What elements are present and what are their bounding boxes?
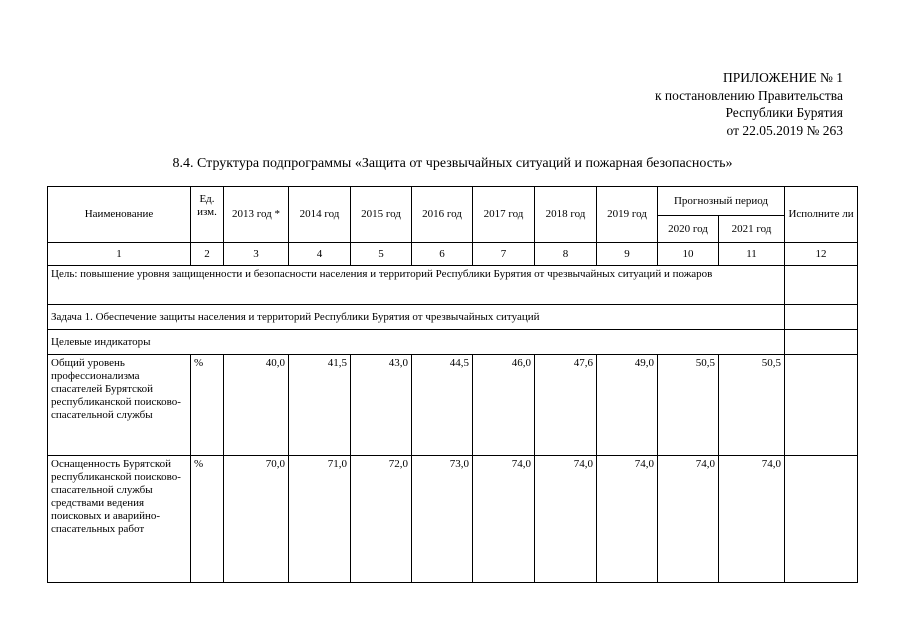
appendix-date: от 22.05.2019 № 263 <box>726 122 843 138</box>
goal-row <box>48 266 858 305</box>
value-2020: 50,5 <box>658 355 719 456</box>
value-2019: 49,0 <box>597 355 658 456</box>
value-2021: 74,0 <box>719 456 785 583</box>
value-2016: 44,5 <box>412 355 473 456</box>
value-2014: 71,0 <box>289 456 351 583</box>
appendix-resolution: к постановлению Правительства <box>654 87 843 103</box>
appendix-title: ПРИЛОЖЕНИЕ № 1 <box>722 70 843 85</box>
header-row <box>48 187 858 216</box>
value-2017: 74,0 <box>473 456 535 583</box>
header-2015: 2015 год <box>351 187 412 243</box>
value-2016: 73,0 <box>412 456 473 583</box>
header-2014: 2014 год <box>289 187 351 243</box>
indicator-unit: % <box>191 355 224 456</box>
goal-executor-cell <box>785 266 858 305</box>
column-number: 7 <box>473 243 535 266</box>
column-number: 1 <box>48 243 191 266</box>
table-row <box>48 355 858 456</box>
value-2014: 41,5 <box>289 355 351 456</box>
column-number: 10 <box>658 243 719 266</box>
value-2017: 46,0 <box>473 355 535 456</box>
task-executor-cell <box>785 305 858 330</box>
task-row <box>48 305 858 330</box>
header-2016: 2016 год <box>412 187 473 243</box>
executor-cell <box>785 355 858 456</box>
indicator-unit: % <box>191 456 224 583</box>
subprogram-structure-table <box>47 186 858 583</box>
indicators-row <box>48 330 858 355</box>
indicator-name: Оснащенность Бурятской республиканской поисково-спасательной службы средствами ведения поисковых и аварийно-спасательных работ <box>48 456 191 583</box>
executor-cell <box>785 456 858 583</box>
column-number: 8 <box>535 243 597 266</box>
indicators-executor-cell <box>785 330 858 355</box>
document-title: 8.4. Структура подпрограммы «Защита от чрезвычайных ситуаций и пожарная безопасность» <box>172 156 733 171</box>
value-2021: 50,5 <box>719 355 785 456</box>
header-2019: 2019 год <box>597 187 658 243</box>
value-2018: 47,6 <box>535 355 597 456</box>
column-number: 11 <box>719 243 785 266</box>
column-number: 3 <box>224 243 289 266</box>
column-number: 4 <box>289 243 351 266</box>
header-2018: 2018 год <box>535 187 597 243</box>
header-name: Наименование <box>48 187 191 243</box>
value-2018: 74,0 <box>535 456 597 583</box>
header-2020: 2020 год <box>658 216 719 243</box>
table-row <box>48 456 858 583</box>
header-unit: Ед. изм. <box>191 187 224 243</box>
column-number: 5 <box>351 243 412 266</box>
column-number: 9 <box>597 243 658 266</box>
value-2015: 43,0 <box>351 355 412 456</box>
column-number: 12 <box>785 243 858 266</box>
column-number: 6 <box>412 243 473 266</box>
header-2013: 2013 год * <box>224 187 289 243</box>
appendix-header <box>655 69 843 139</box>
task-text: Задача 1. Обеспечение защиты населения и территорий Республики Бурятия от чрезвычайных ситуаций <box>48 305 785 330</box>
indicators-label: Целевые индикаторы <box>48 330 785 355</box>
header-executors: Исполните ли <box>785 187 858 243</box>
goal-text: Цель: повышение уровня защищенности и безопасности населения и территорий Республики Бурятия от чрезвычайных ситуаций и пожаров <box>48 266 785 305</box>
value-2013: 70,0 <box>224 456 289 583</box>
value-2013: 40,0 <box>224 355 289 456</box>
value-2019: 74,0 <box>597 456 658 583</box>
value-2020: 74,0 <box>658 456 719 583</box>
value-2015: 72,0 <box>351 456 412 583</box>
header-2017: 2017 год <box>473 187 535 243</box>
header-2021: 2021 год <box>719 216 785 243</box>
indicator-name: Общий уровень профессионализма спасателей Бурятской республиканской поисково-спасательной службы <box>48 355 191 456</box>
header-forecast: Прогнозный период <box>658 187 785 216</box>
column-number-row <box>48 243 858 266</box>
column-number: 2 <box>191 243 224 266</box>
appendix-republic: Республики Бурятия <box>725 105 843 120</box>
